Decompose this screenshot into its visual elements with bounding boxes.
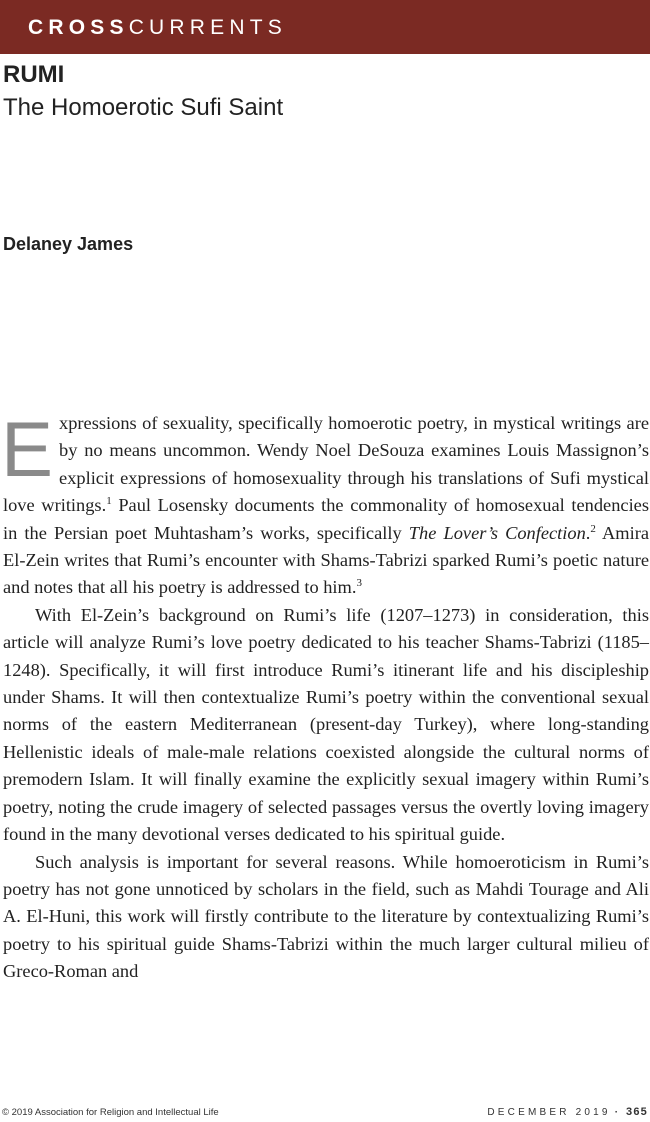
footer-separator: · [614, 1107, 619, 1118]
work-title-italic: The Lover’s Confection [408, 522, 586, 543]
paragraph-1-text-d: Amira El-Zein writes that Rumi’s encounter with Shams-Tabrizi sparked Rumi’s poetic nature and notes that all his poetry is addressed to him. [3, 522, 649, 598]
journal-name [28, 14, 287, 42]
drop-cap: E [1, 405, 54, 493]
article-body [1, 405, 649, 986]
journal-name-light: CURRENTS [128, 16, 287, 39]
paragraph-3: Such analysis is important for several reasons. While homoeroticism in Rumi’s poetry has not gone unnoticed by scholars in the field, such as Mahdi Tourage and Ali A. El-Huni, this work will firstly contribute to the literature by contextualizing Rumi’s poetry to his spiritual guide Shams-Tabrizi within the much larger cultural milieu of Greco-Roman and [3, 851, 649, 982]
page-number: 365 [626, 1106, 648, 1118]
footer-copyright: © 2019 Association for Religion and Intellectual Life [2, 1107, 219, 1118]
author-name: Delaney James [3, 234, 134, 254]
footnote-ref-1[interactable]: 1 [106, 495, 112, 508]
paragraph-2: With El-Zein’s background on Rumi’s life (1207–1273) in consideration, this article will analyze Rumi’s love poetry dedicated to his teacher Shams-Tabrizi (1185–1248). Specifically, it will first introduce Rumi’s itinerant life and his discipleship under Shams. It will then contextualize Rumi’s poetry within the conventional sexual norms of the eastern Mediterranean (present-day Turkey), where long-standing Hellenistic ideals of male-male relations coexisted alongside the cultural norms of premodern Islam. It will finally examine the explicitly sexual imagery within Rumi’s poetry, noting the crude imagery of selected passages versus the overtly loving imagery found in the many devotional verses dedicated to his spiritual guide. [3, 604, 649, 845]
footnote-ref-3[interactable]: 3 [356, 577, 362, 590]
article-subtitle: The Homoerotic Sufi Saint [3, 94, 284, 121]
footnote-ref-2[interactable]: 2 [590, 522, 596, 535]
paragraph-1-text-b: Paul Losensky documents the commonality of homosexual tendencies in the Persian poet Muhtasham’s works, specifically [3, 495, 649, 543]
paragraph-1-text-a: xpressions of sexuality, specifically homoerotic poetry, in mystical writings are by no means uncommon. Wendy Noel DeSouza examines Louis Massignon’s explicit expressions of homosexuality through his translations of Sufi mystical love writings. [3, 413, 649, 516]
footer-page-info [487, 1105, 648, 1120]
paragraph-1 [1, 405, 649, 602]
paragraph-1-text-c: . [585, 522, 591, 543]
footer-date: DECEMBER 2019 [487, 1107, 611, 1118]
article-title: RUMI [3, 61, 65, 88]
journal-name-bold: CROSS [28, 16, 129, 39]
journal-header-band [0, 0, 650, 54]
